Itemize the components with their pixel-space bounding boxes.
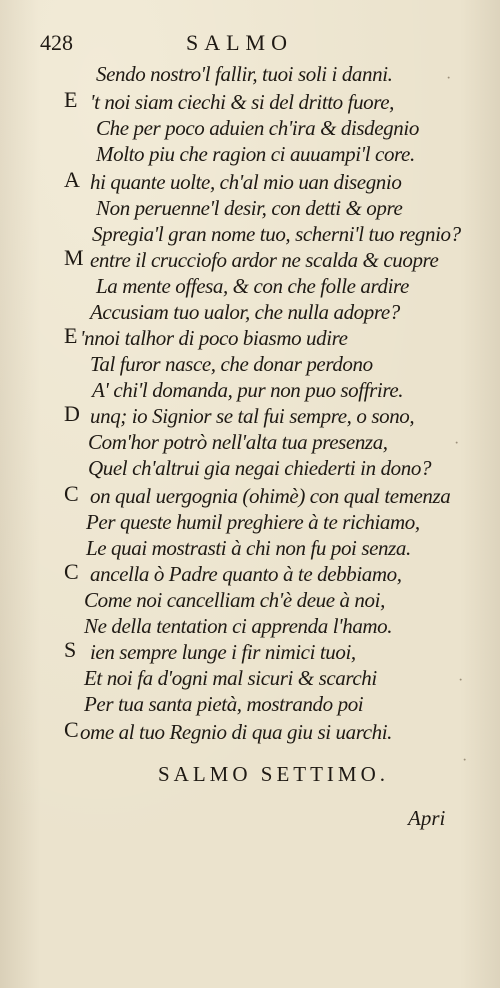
verse-line: Ne della tentation ci apprenda l'hamo. — [84, 614, 393, 638]
catchword: Apri — [408, 806, 446, 830]
verse-line: unq; io Signior se tal fui sempre, o sono, — [90, 404, 415, 428]
stanza-initial: E — [64, 87, 78, 112]
running-head: SALMO — [186, 30, 294, 55]
verse-line: La mente offesa, & con che folle ardire — [96, 274, 409, 298]
verse-line: hi quante uolte, ch'al mio uan disegnio — [90, 170, 402, 194]
verse-line: Quel ch'altrui gia negai chiederti in dono? — [88, 456, 432, 480]
section-title: SALMO SETTIMO. — [158, 762, 390, 786]
verse-line: Per queste humil preghiere à te richiamo, — [86, 510, 420, 534]
bleed-through-mark: · — [462, 752, 468, 769]
stanza-initial: C — [64, 717, 79, 742]
verse-line: ome al tuo Regnio di qua giu si uarchi. — [80, 720, 393, 744]
verse-line: A' chi'l domanda, pur non puo soffrire. — [92, 378, 404, 402]
verse-line: Molto piu che ragion ci auuampi'l core. — [96, 142, 415, 166]
verse-line: Non peruenne'l desir, con detti & opre — [96, 196, 403, 220]
verse-line: Spregia'l gran nome tuo, scherni'l tuo regnio? — [92, 222, 461, 246]
verse-line: 'nnoi talhor di poco biasmo udire — [80, 326, 348, 350]
verse-line: Tal furor nasce, che donar perdono — [90, 352, 373, 376]
page-number: 428 — [40, 30, 73, 55]
verse-line: Com'hor potrò nell'alta tua presenza, — [88, 430, 388, 454]
verse-line: Le quai mostrasti à chi non fu poi senza. — [86, 536, 411, 560]
verse-line: ancella ò Padre quanto à te debbiamo, — [90, 562, 402, 586]
verse-line: 't noi siam ciechi & si del dritto fuore, — [90, 90, 395, 114]
stanza-initial: C — [64, 481, 79, 506]
verse-line: Accusiam tuo ualor, che nulla adopre? — [90, 300, 400, 324]
verse-line: ien sempre lunge i fir nimici tuoi, — [90, 640, 356, 664]
stanza-initial: D — [64, 401, 80, 426]
verse-line: Che per poco aduien ch'ira & disdegnio — [96, 116, 419, 140]
stanza-initial: C — [64, 559, 79, 584]
stanza-initial: S — [64, 637, 77, 662]
bleed-through-mark: · — [446, 70, 452, 87]
bleed-through-mark: · — [454, 435, 460, 452]
verse-line: Come noi cancelliam ch'è deue à noi, — [84, 588, 385, 612]
verse-line: on qual uergognia (ohimè) con qual temenza — [90, 484, 451, 508]
verse-line: Sendo nostro'l fallir, tuoi soli i danni. — [96, 62, 393, 86]
bleed-through-mark: · — [458, 672, 464, 689]
verse-line: Per tua santa pietà, mostrando poi — [84, 692, 364, 716]
stanza-initial: M — [64, 245, 84, 270]
verse-line: Et noi fa d'ogni mal sicuri & scarchi — [84, 666, 377, 690]
stanza-initial: A — [64, 167, 80, 192]
verse-line: entre il crucciofo ardor ne scalda & cuopre — [90, 248, 439, 272]
stanza-initial: E — [64, 323, 78, 348]
